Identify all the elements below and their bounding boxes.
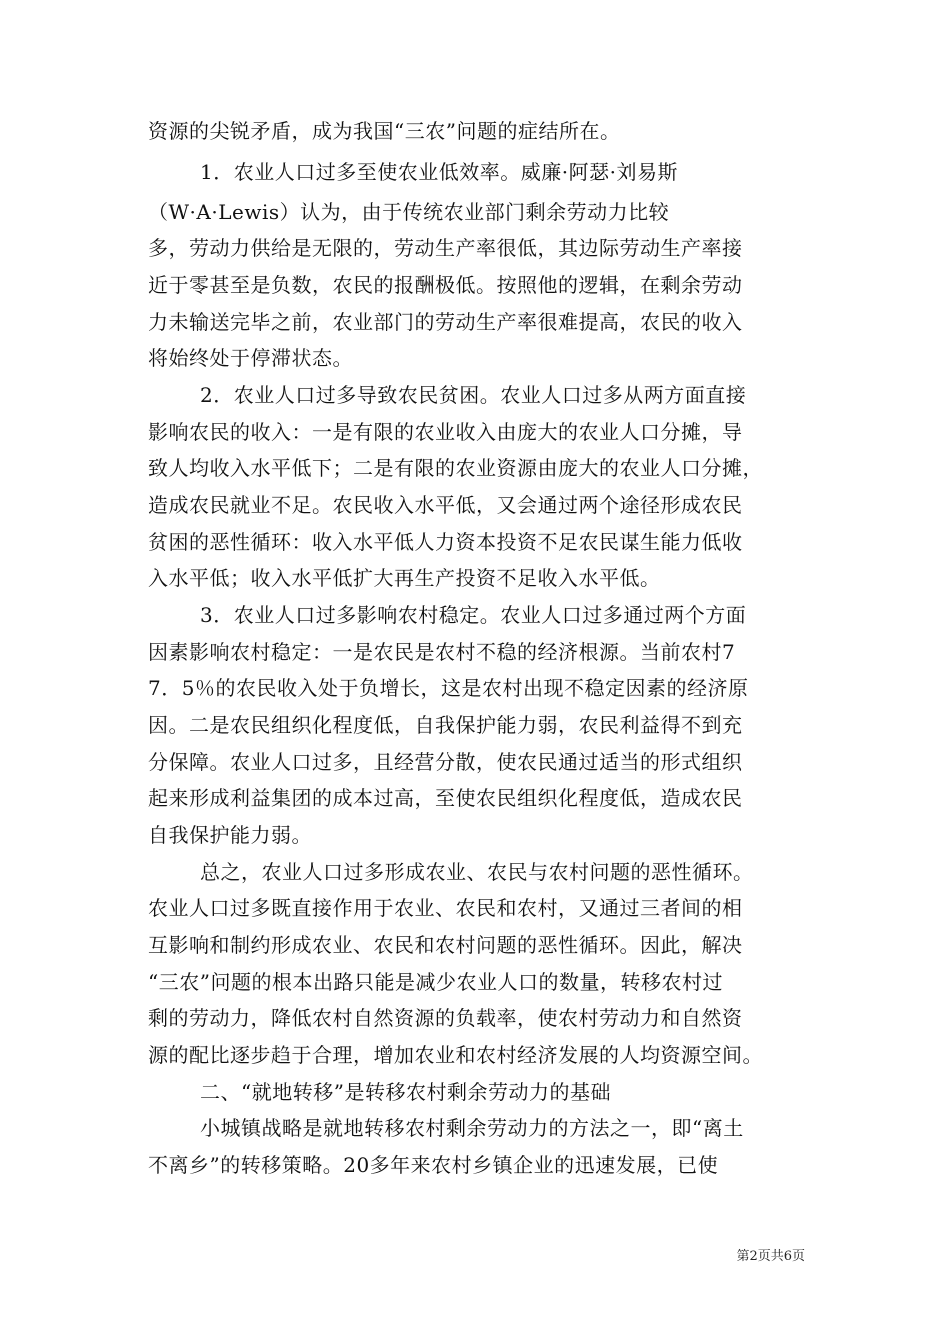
text-line: 近于零甚至是负数，农民的报酬极低。按照他的逻辑，在剩余劳动 xyxy=(148,273,743,297)
text-line: 剩的劳动力，降低农村自然资源的负载率，使农村劳动力和自然资 xyxy=(148,1006,743,1030)
text-line: 源的配比逐步趋于合理，增加农业和农村经济发展的人均资源空间。 xyxy=(148,1043,763,1067)
text-line: 入水平低；收入水平低扩大再生产投资不足收入水平低。 xyxy=(148,566,661,590)
text-line: 总之，农业人口过多形成农业、农民与农村问题的恶性循环。 xyxy=(200,860,754,884)
text-line: 资源的尖锐矛盾，成为我国“三农”问题的症结所在。 xyxy=(148,119,621,143)
text-line: 造成农民就业不足。农民收入水平低，又会通过两个途径形成农民 xyxy=(148,493,743,517)
text-line: 2．农业人口过多导致农民贫困。农业人口过多从两方面直接 xyxy=(200,383,747,407)
text-line: 因。二是农民组织化程度低，自我保护能力弱，农民利益得不到充 xyxy=(148,713,743,737)
text-line: 农业人口过多既直接作用于农业、农民和农村，又通过三者间的相 xyxy=(148,896,743,920)
text-line: 贫困的恶性循环：收入水平低人力资本投资不足农民谋生能力低收 xyxy=(148,530,743,554)
text-line: 多，劳动力供给是无限的，劳动生产率很低，其边际劳动生产率接 xyxy=(148,236,743,260)
text-line: 影响农民的收入：一是有限的农业收入由庞大的农业人口分摊，导 xyxy=(148,420,743,444)
text-line: 起来形成利益集团的成本过高，至使农民组织化程度低，造成农民 xyxy=(148,786,743,810)
text-line: 分保障。农业人口过多，且经营分散，使农民通过适当的形式组织 xyxy=(148,750,743,774)
text-line: 致人均收入水平低下；二是有限的农业资源由庞大的农业人口分摊， xyxy=(148,456,763,480)
text-line: 不离乡”的转移策略。20多年来农村乡镇企业的迅速发展，已使 xyxy=(148,1153,719,1177)
text-line: 3．农业人口过多影响农村稳定。农业人口过多通过两个方面 xyxy=(200,603,747,627)
text-line: 将始终处于停滞状态。 xyxy=(148,346,353,370)
page-number: 第2页共6页 xyxy=(736,1249,805,1264)
section-heading: 二、“就地转移”是转移农村剩余劳动力的基础 xyxy=(200,1080,611,1104)
text-line: 自我保护能力弱。 xyxy=(148,823,312,847)
text-line: 因素影响农村稳定：一是农民是农村不稳的经济根源。当前农村7 xyxy=(148,640,736,664)
text-line: 互影响和制约形成农业、农民和农村问题的恶性循环。因此，解决 xyxy=(148,933,743,957)
text-line: 7．5％的农民收入处于负增长，这是农村出现不稳定因素的经济原 xyxy=(148,676,749,700)
text-line: （W·A·Lewis）认为，由于传统农业部门剩余劳动力比较 xyxy=(148,200,670,224)
text-line: “三农”问题的根本出路只能是减少农业人口的数量，转移农村过 xyxy=(148,970,723,994)
text-line: 力未输送完毕之前，农业部门的劳动生产率很难提高，农民的收入 xyxy=(148,310,743,334)
text-line: 小城镇战略是就地转移农村剩余劳动力的方法之一，即“离土 xyxy=(200,1116,744,1140)
text-line: 1．农业人口过多至使农业低效率。威廉·阿瑟·刘易斯 xyxy=(200,160,678,184)
